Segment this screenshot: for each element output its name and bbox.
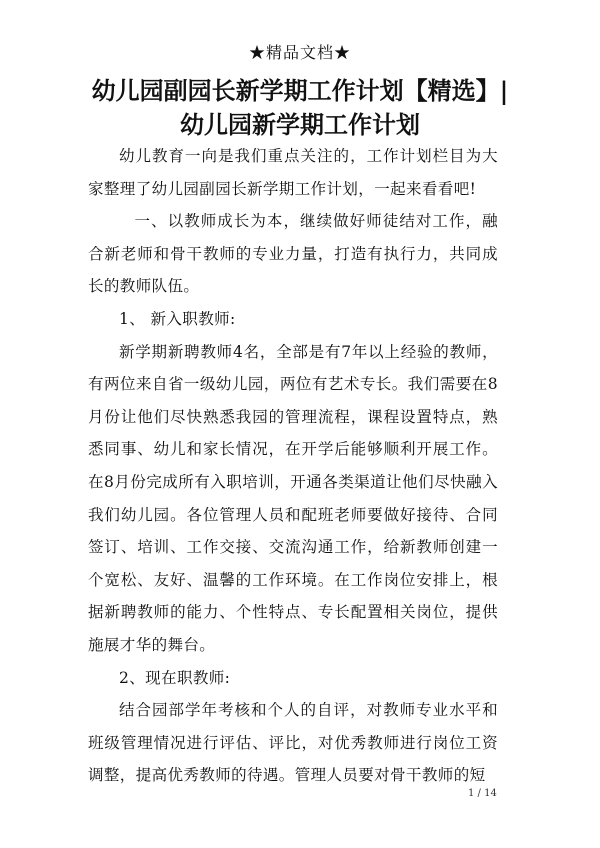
title-line-2: 幼儿园新学期工作计划 [180, 110, 420, 139]
new-teachers-paragraph: 新学期新聘教师4名，全部是有7年以上经验的教师，有两位来自省一级幼儿园，两位有艺术专长。我们需要在8月份让他们尽快熟悉我园的管理流程，课程设置特点，熟悉同事、幼儿和家长情况，在开学后能够顺利开展工作。在8月份完成所有入职培训，开通各类渠道让他们尽快融入我们幼儿园。各位管理人员和配班老师要做好接待、合同签订、培训、工作交接、交流沟通工作，给新教师创建一个宽松、友好、温馨的工作环境。在工作岗位安排上，根据新聘教师的能力、个性特点、专长配置相关岗位，提供施展才华的舞台。 [88, 342, 498, 654]
current-teachers-paragraph: 结合园部学年考核和个人的自评，对教师专业水平和班级管理情况进行评估、评比，对优秀教师进行岗位工资调整，提高优秀教师的待遇。管理人员要对骨干教师的短 [88, 701, 498, 785]
document-body [88, 140, 498, 792]
title-line-1: 幼儿园副园长新学期工作计划【精选】| [91, 76, 509, 105]
intro-paragraph: 幼儿教育一向是我们重点关注的，工作计划栏目为大家整理了幼儿园副园长新学期工作计划，一起来看看吧! [88, 147, 498, 198]
document-title [40, 74, 560, 142]
section-one-heading: 一、以教师成长为本，继续做好师徒结对工作，融合新老师和骨干教师的专业力量，打造有执行力，共同成长的教师队伍。 [88, 212, 498, 296]
subsection-new-teachers: 1、 新入职教师: [119, 309, 236, 328]
page-number: 1 / 14 [468, 788, 497, 799]
header-mark: ★精品文档★ [248, 43, 351, 62]
subsection-current-teachers: 2、现在职教师: [119, 668, 231, 687]
